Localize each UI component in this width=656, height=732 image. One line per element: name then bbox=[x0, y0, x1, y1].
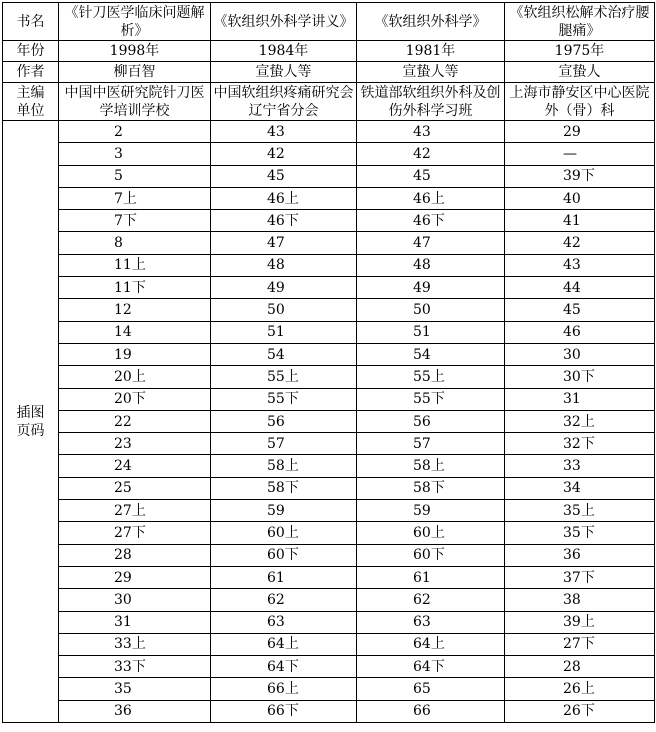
page-number-cell: 66上 bbox=[211, 678, 357, 700]
page-row bbox=[3, 544, 655, 566]
page-number-cell: 43 bbox=[505, 254, 655, 276]
page-number-cell: 62 bbox=[211, 589, 357, 611]
page-number-cell: 66下 bbox=[211, 700, 357, 722]
page-number-cell: 42 bbox=[211, 143, 357, 165]
page-number-cell: 20下 bbox=[59, 388, 211, 410]
page-number-cell: 40 bbox=[505, 187, 655, 209]
page-number-cell: 34 bbox=[505, 477, 655, 499]
page-row bbox=[3, 143, 655, 165]
page-number-cell: 49 bbox=[357, 277, 505, 299]
page-number-cell: 66 bbox=[357, 700, 505, 722]
page-number-cell: 31 bbox=[505, 388, 655, 410]
book-editor: 中国中医研究院针刀医学培训学校 bbox=[59, 83, 211, 121]
page-number-cell: 55上 bbox=[357, 366, 505, 388]
row-label-editor: 主编 单位 bbox=[3, 83, 59, 121]
page-number-cell: 26下 bbox=[505, 700, 655, 722]
book-year: 1975年 bbox=[505, 41, 655, 62]
page-number-cell: 59 bbox=[211, 500, 357, 522]
page-row bbox=[3, 678, 655, 700]
page-row bbox=[3, 522, 655, 544]
book-title: 《针刀医学临床问题解析》 bbox=[59, 3, 211, 41]
row-label-year: 年份 bbox=[3, 41, 59, 62]
page-number-cell: 64上 bbox=[357, 633, 505, 655]
page-number-cell: 64下 bbox=[357, 656, 505, 678]
page-number-cell: 56 bbox=[211, 410, 357, 432]
page-number-cell: 57 bbox=[211, 433, 357, 455]
page-row bbox=[3, 656, 655, 678]
page-number-cell: 42 bbox=[505, 232, 655, 254]
page-number-cell: 27下 bbox=[59, 522, 211, 544]
page-number-cell: 43 bbox=[211, 121, 357, 143]
page-number-cell: 59 bbox=[357, 500, 505, 522]
page-number-cell: 5 bbox=[59, 165, 211, 187]
book-title: 《软组织外科学讲义》 bbox=[211, 3, 357, 41]
page-number-cell: 45 bbox=[357, 165, 505, 187]
page-number-cell: 29 bbox=[505, 121, 655, 143]
page-number-cell: 31 bbox=[59, 611, 211, 633]
page-number-cell: 41 bbox=[505, 210, 655, 232]
page-number-cell: 46上 bbox=[357, 187, 505, 209]
page-number-cell: 7上 bbox=[59, 187, 211, 209]
page-number-cell: — bbox=[505, 143, 655, 165]
row-label-pages: 插图 页码 bbox=[3, 121, 59, 723]
page-number-cell: 32上 bbox=[505, 410, 655, 432]
page-number-cell: 62 bbox=[357, 589, 505, 611]
page-row bbox=[3, 121, 655, 143]
page-number-cell: 19 bbox=[59, 343, 211, 365]
editor-row bbox=[3, 83, 655, 121]
book-editor: 上海市静安区中心医院外（骨）科 bbox=[505, 83, 655, 121]
page-number-cell: 27上 bbox=[59, 500, 211, 522]
page-number-cell: 51 bbox=[211, 321, 357, 343]
page-number-cell: 14 bbox=[59, 321, 211, 343]
page-number-cell: 60上 bbox=[211, 522, 357, 544]
page-number-cell: 22 bbox=[59, 410, 211, 432]
page-number-cell: 35 bbox=[59, 678, 211, 700]
page-row bbox=[3, 633, 655, 655]
page-number-cell: 23 bbox=[59, 433, 211, 455]
page-number-cell: 49 bbox=[211, 277, 357, 299]
book-author: 宣蛰人等 bbox=[357, 62, 505, 83]
page-row bbox=[3, 232, 655, 254]
page-row bbox=[3, 388, 655, 410]
page-row bbox=[3, 477, 655, 499]
page-number-cell: 46下 bbox=[357, 210, 505, 232]
book-author: 宣蛰人 bbox=[505, 62, 655, 83]
page-number-cell: 39下 bbox=[505, 165, 655, 187]
page-number-cell: 44 bbox=[505, 277, 655, 299]
page-number-cell: 55下 bbox=[211, 388, 357, 410]
page-row bbox=[3, 366, 655, 388]
page-row bbox=[3, 299, 655, 321]
page-row bbox=[3, 321, 655, 343]
page-row bbox=[3, 254, 655, 276]
book-title: 《软组织松解术治疗腰腿痛》 bbox=[505, 3, 655, 41]
year-row bbox=[3, 41, 655, 62]
page-row bbox=[3, 343, 655, 365]
page-number-cell: 60上 bbox=[357, 522, 505, 544]
page-number-cell: 61 bbox=[211, 566, 357, 588]
page-number-cell: 7下 bbox=[59, 210, 211, 232]
page-number-cell: 58下 bbox=[357, 477, 505, 499]
page-number-cell: 2 bbox=[59, 121, 211, 143]
page-number-cell: 39上 bbox=[505, 611, 655, 633]
page-number-cell: 35上 bbox=[505, 500, 655, 522]
page-number-cell: 43 bbox=[357, 121, 505, 143]
page-row bbox=[3, 611, 655, 633]
page-number-cell: 26上 bbox=[505, 678, 655, 700]
page-row bbox=[3, 165, 655, 187]
page-number-cell: 46下 bbox=[211, 210, 357, 232]
page-number-cell: 51 bbox=[357, 321, 505, 343]
comparison-table bbox=[2, 2, 655, 723]
page-number-cell: 54 bbox=[357, 343, 505, 365]
page-number-cell: 58上 bbox=[357, 455, 505, 477]
page-number-cell: 58上 bbox=[211, 455, 357, 477]
page-number-cell: 37下 bbox=[505, 566, 655, 588]
page-number-cell: 50 bbox=[357, 299, 505, 321]
page-number-cell: 11上 bbox=[59, 254, 211, 276]
page-number-cell: 8 bbox=[59, 232, 211, 254]
page-number-cell: 48 bbox=[211, 254, 357, 276]
page-row bbox=[3, 433, 655, 455]
book-author: 宣蛰人等 bbox=[211, 62, 357, 83]
page-number-cell: 45 bbox=[211, 165, 357, 187]
author-row bbox=[3, 62, 655, 83]
page-number-cell: 45 bbox=[505, 299, 655, 321]
book-year: 1981年 bbox=[357, 41, 505, 62]
page-row bbox=[3, 410, 655, 432]
book-year: 1998年 bbox=[59, 41, 211, 62]
row-label-author: 作者 bbox=[3, 62, 59, 83]
page-number-cell: 20上 bbox=[59, 366, 211, 388]
page-number-cell: 55上 bbox=[211, 366, 357, 388]
page-number-cell: 28 bbox=[59, 544, 211, 566]
page-number-cell: 30下 bbox=[505, 366, 655, 388]
page-number-cell: 60下 bbox=[211, 544, 357, 566]
page-number-cell: 46 bbox=[505, 321, 655, 343]
page-number-cell: 63 bbox=[357, 611, 505, 633]
book-author: 柳百智 bbox=[59, 62, 211, 83]
page-number-cell: 64下 bbox=[211, 656, 357, 678]
page-number-cell: 24 bbox=[59, 455, 211, 477]
page-number-cell: 33 bbox=[505, 455, 655, 477]
page-number-cell: 25 bbox=[59, 477, 211, 499]
page-number-cell: 32下 bbox=[505, 433, 655, 455]
page-number-cell: 48 bbox=[357, 254, 505, 276]
page-number-cell: 61 bbox=[357, 566, 505, 588]
book-editor: 铁道部软组织外科及创伤外科学习班 bbox=[357, 83, 505, 121]
page-number-cell: 36 bbox=[505, 544, 655, 566]
page-number-cell: 55下 bbox=[357, 388, 505, 410]
page-number-cell: 12 bbox=[59, 299, 211, 321]
page-number-cell: 47 bbox=[211, 232, 357, 254]
page-number-cell: 33上 bbox=[59, 633, 211, 655]
page-row bbox=[3, 277, 655, 299]
page-row bbox=[3, 566, 655, 588]
page-number-cell: 27下 bbox=[505, 633, 655, 655]
page-number-cell: 50 bbox=[211, 299, 357, 321]
page-number-cell: 38 bbox=[505, 589, 655, 611]
page-number-cell: 33下 bbox=[59, 656, 211, 678]
page-number-cell: 65 bbox=[357, 678, 505, 700]
page-number-cell: 57 bbox=[357, 433, 505, 455]
page-number-cell: 56 bbox=[357, 410, 505, 432]
page-row bbox=[3, 455, 655, 477]
page-number-cell: 47 bbox=[357, 232, 505, 254]
page-number-cell: 58下 bbox=[211, 477, 357, 499]
page-number-cell: 42 bbox=[357, 143, 505, 165]
page-number-cell: 29 bbox=[59, 566, 211, 588]
page-row bbox=[3, 210, 655, 232]
book-editor: 中国软组织疼痛研究会辽宁省分会 bbox=[211, 83, 357, 121]
page-number-cell: 63 bbox=[211, 611, 357, 633]
page-number-cell: 28 bbox=[505, 656, 655, 678]
page-number-cell: 46上 bbox=[211, 187, 357, 209]
page-number-cell: 54 bbox=[211, 343, 357, 365]
page-row bbox=[3, 500, 655, 522]
page-number-cell: 60下 bbox=[357, 544, 505, 566]
page-number-cell: 30 bbox=[505, 343, 655, 365]
page-number-cell: 64上 bbox=[211, 633, 357, 655]
page-number-cell: 11下 bbox=[59, 277, 211, 299]
page-row bbox=[3, 187, 655, 209]
page-number-cell: 3 bbox=[59, 143, 211, 165]
page-row bbox=[3, 700, 655, 722]
book-title: 《软组织外科学》 bbox=[357, 3, 505, 41]
book-title-row bbox=[3, 3, 655, 41]
page-number-cell: 35下 bbox=[505, 522, 655, 544]
book-year: 1984年 bbox=[211, 41, 357, 62]
row-label-book: 书名 bbox=[3, 3, 59, 41]
page-number-cell: 30 bbox=[59, 589, 211, 611]
page-row bbox=[3, 589, 655, 611]
page-number-cell: 36 bbox=[59, 700, 211, 722]
